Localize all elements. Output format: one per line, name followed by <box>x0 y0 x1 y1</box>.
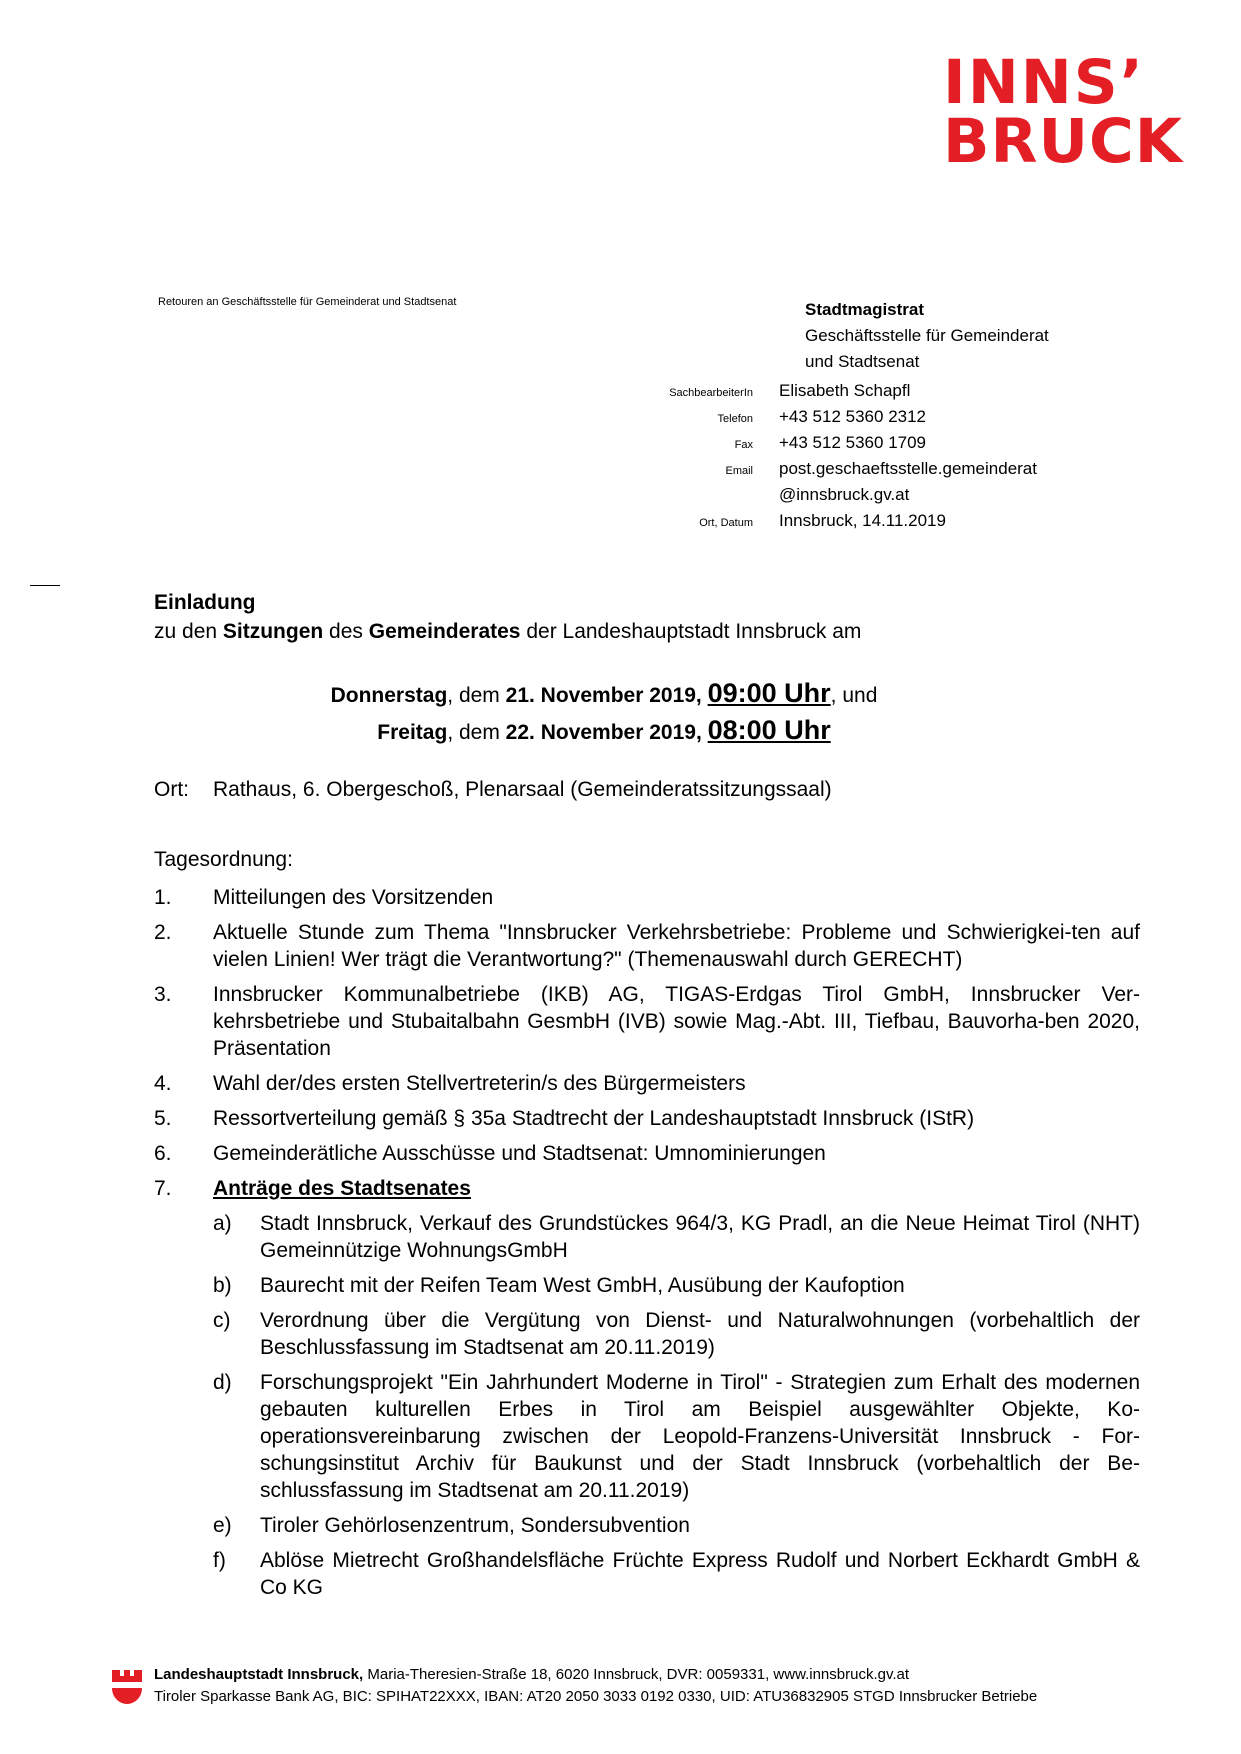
date-text: , dem <box>447 721 506 744</box>
location-label: Ort: <box>154 778 189 801</box>
agenda-number: 4. <box>154 1072 172 1095</box>
contact-label: Ort, Datum <box>699 517 753 529</box>
agenda-subitem <box>213 1547 1140 1601</box>
agenda-list <box>154 884 1140 1609</box>
agenda-item <box>154 1175 1140 1202</box>
agenda-subitem <box>213 1210 1140 1264</box>
contact-value: Elisabeth Schapfl <box>779 381 911 400</box>
agenda-item <box>154 1070 1140 1097</box>
contact-value: +43 512 5360 2312 <box>779 407 927 426</box>
subtitle-text: zu den <box>154 620 223 643</box>
sender-block <box>805 297 1049 375</box>
agenda-item <box>154 1105 1140 1132</box>
email-link-cont[interactable]: @innsbruck.gv.at <box>779 485 910 504</box>
contact-row <box>660 381 1220 407</box>
contact-block <box>660 381 1220 537</box>
subitem-letter: a) <box>213 1212 232 1235</box>
agenda-item <box>154 1140 1140 1167</box>
subitem-letter: e) <box>213 1514 232 1537</box>
agenda-number: 3. <box>154 983 172 1006</box>
return-address: Retouren an Geschäftsstelle für Gemeinderat und Stadtsenat <box>158 296 457 308</box>
agenda-number: 5. <box>154 1107 172 1130</box>
contact-value: Innsbruck, 14.11.2019 <box>779 511 946 530</box>
agenda-number: 2. <box>154 921 172 944</box>
date-text: , und <box>830 684 878 707</box>
date-text: , dem <box>447 684 506 707</box>
innsbruck-logo <box>943 47 1184 177</box>
agenda-text: Gemeinderätliche Ausschüsse und Stadtsenat: Umnominierungen <box>213 1142 826 1165</box>
contact-row <box>660 511 1220 537</box>
agenda-text: Innsbrucker Kommunalbetriebe (IKB) AG, TIGAS-Erdgas Tirol GmbH, Innsbrucker Ver-kehrsbetriebe und Stubaitalbahn GesmbH (IVB) sowie Mag.-Abt. III, Tiefbau, Bauvorha-ben 2020, Präsentation <box>213 983 1140 1060</box>
subitem-letter: f) <box>213 1549 226 1572</box>
agenda-subitem <box>213 1307 1140 1361</box>
date-time: 08:00 Uhr <box>707 715 831 745</box>
date-day: Donnerstag <box>330 684 448 707</box>
agenda-text: Ressortverteilung gemäß § 35a Stadtrecht der Landeshauptstadt Innsbruck (IStR) <box>213 1107 975 1130</box>
footer-line-2: Tiroler Sparkasse Bank AG, BIC: SPIHAT22XXX, IBAN: AT20 2050 3033 0192 0330, UID: ATU36832905 STGD Innsbrucker Betriebe <box>154 1688 1038 1705</box>
subitem-letter: d) <box>213 1371 232 1394</box>
agenda-subitem <box>213 1272 1140 1299</box>
subtitle-text: der Landeshauptstadt Innsbruck am <box>520 620 862 643</box>
sender-department-cont: und Stadtsenat <box>805 352 920 371</box>
sender-department: Geschäftsstelle für Gemeinderat <box>805 326 1049 345</box>
agenda-title: Tagesordnung: <box>154 848 293 871</box>
contact-label: Telefon <box>717 413 753 425</box>
agenda-text: Aktuelle Stunde zum Thema "Innsbrucker Verkehrsbetriebe: Probleme und Schwierigkei-ten auf vielen Linien! Wer trägt die Verantwortung?" (Themenauswahl durch GERECHT) <box>213 921 1140 971</box>
agenda-item <box>154 884 1140 911</box>
subtitle-bold: Sitzungen <box>222 620 324 643</box>
agenda-subitems <box>213 1210 1140 1601</box>
logo-line-2: BRUCK <box>943 106 1184 177</box>
date-value: 22. November 2019, <box>505 721 702 744</box>
footer-line-1 <box>154 1664 1037 1686</box>
agenda-item <box>154 981 1140 1062</box>
date-line <box>154 713 1054 750</box>
agenda-number: 6. <box>154 1142 172 1165</box>
date-day: Freitag <box>377 721 448 744</box>
contact-value: +43 512 5360 1709 <box>779 433 927 452</box>
sender-name: Stadtmagistrat <box>805 300 925 319</box>
city-emblem-icon <box>110 1666 144 1706</box>
date-line <box>154 676 1054 713</box>
subtitle-text: des <box>323 620 369 643</box>
agenda-subitem <box>213 1512 1140 1539</box>
agenda-number: 7. <box>154 1177 172 1200</box>
footer-org: Landeshauptstadt Innsbruck, <box>154 1666 364 1683</box>
contact-row <box>660 459 1220 485</box>
invitation-subtitle <box>154 620 861 644</box>
email-link[interactable]: post.geschaeftsstelle.gemeinderat <box>779 459 1037 478</box>
footer-address: Maria-Theresien-Straße 18, 6020 Innsbruck, DVR: 0059331, www.innsbruck.gv.at <box>363 1666 910 1683</box>
page-title: Einladung <box>154 591 256 614</box>
location <box>154 778 832 802</box>
agenda-item <box>154 919 1140 973</box>
agenda-text: Mitteilungen des Vorsitzenden <box>213 886 494 909</box>
contact-label: Fax <box>734 439 753 451</box>
subitem-letter: c) <box>213 1309 231 1332</box>
logo-line-1: INNS’ <box>943 47 1145 118</box>
contact-row <box>660 407 1220 433</box>
subitem-text: Stadt Innsbruck, Verkauf des Grundstückes 964/3, KG Pradl, an die Neue Heimat Tirol (NHT) Gemeinnützige WohnungsGmbH <box>260 1212 1140 1262</box>
subitem-letter: b) <box>213 1274 232 1297</box>
footer <box>110 1664 1230 1708</box>
contact-label: Email <box>725 465 753 477</box>
agenda-section-heading: Anträge des Stadtsenates <box>213 1177 471 1200</box>
subtitle-bold: Gemeinderates <box>368 620 521 643</box>
agenda-subitem <box>213 1369 1140 1504</box>
fold-mark <box>30 585 60 586</box>
agenda-number: 1. <box>154 886 172 909</box>
location-value: Rathaus, 6. Obergeschoß, Plenarsaal (Gemeinderatssitzungssaal) <box>213 778 832 801</box>
subitem-text: Tiroler Gehörlosenzentrum, Sondersubvention <box>260 1514 690 1537</box>
subitem-text: Baurecht mit der Reifen Team West GmbH, Ausübung der Kaufoption <box>260 1274 905 1297</box>
subitem-text: Forschungsprojekt "Ein Jahrhundert Moderne in Tirol" - Strategien zum Erhalt des modernen gebauten kulturellen Erbes in Tirol am Beispiel ausgewählter Objekte, Ko-operationsvereinbarung zwischen der Leopold-Franzens-Universität Innsbruck - For-schungsinstitut Archiv für Baukunst und der Stadt Innsbruck (vorbehaltlich der Be-schlussfassung im Stadtsenat am 20.11.2019) <box>260 1371 1140 1502</box>
contact-row <box>660 433 1220 459</box>
subitem-text: Verordnung über die Vergütung von Dienst- und Naturalwohnungen (vorbehaltlich der Beschlussfassung im Stadtsenat am 20.11.2019) <box>260 1309 1140 1359</box>
footer-text <box>154 1664 1037 1708</box>
agenda-text: Wahl der/des ersten Stellvertreterin/s des Bürgermeisters <box>213 1072 746 1095</box>
meeting-dates <box>154 676 1054 750</box>
date-time: 09:00 Uhr <box>707 678 831 708</box>
contact-row <box>660 485 1220 511</box>
contact-label: SachbearbeiterIn <box>669 387 753 399</box>
date-value: 21. November 2019, <box>505 684 702 707</box>
subitem-text: Ablöse Mietrecht Großhandelsfläche Früchte Express Rudolf und Norbert Eckhardt GmbH & Co KG <box>260 1549 1140 1599</box>
